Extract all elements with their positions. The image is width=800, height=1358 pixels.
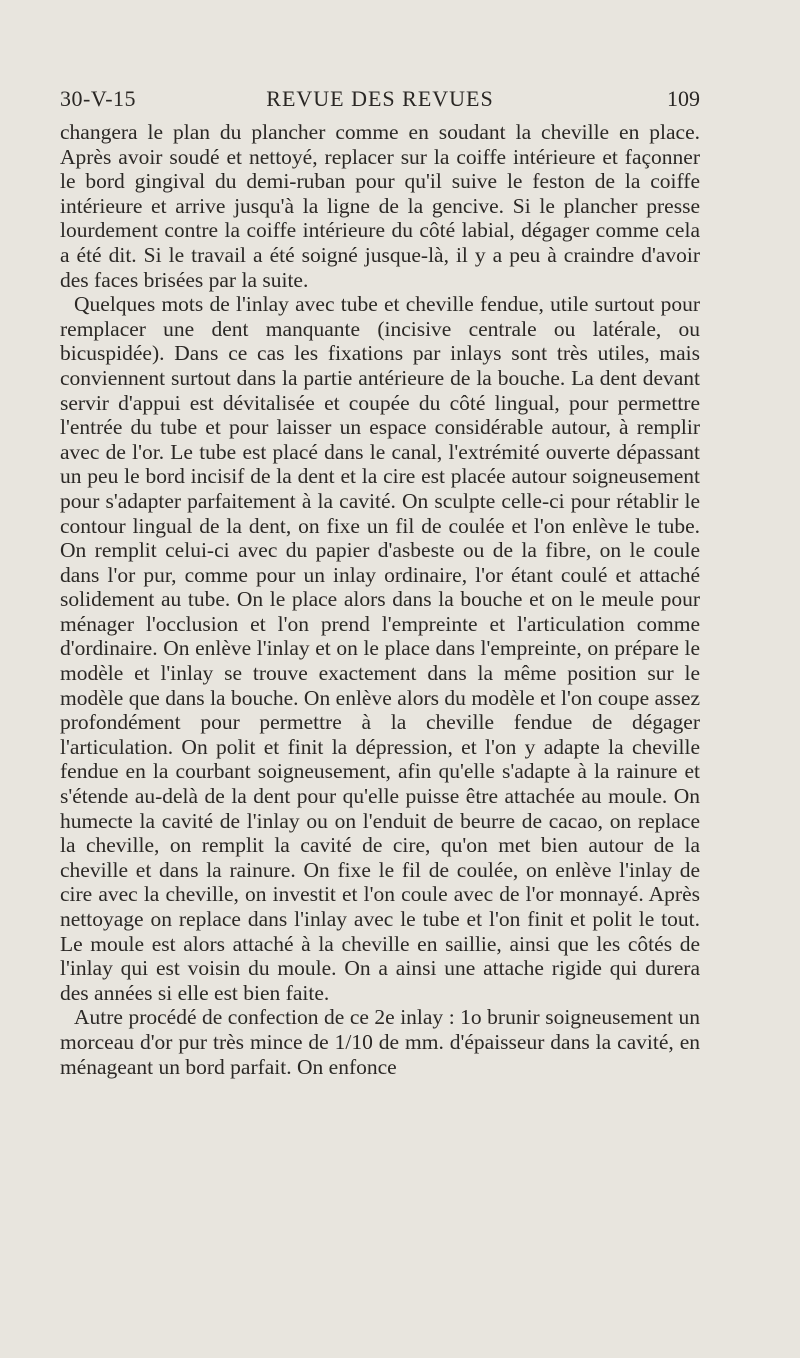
header-title: REVUE DES REVUES [266,86,494,111]
page-number: 109 [667,86,700,111]
paragraph-3: Autre procédé de confection de ce 2e inlay : 1o brunir soigneusement un morceau d'or pur très mince de 1/10 de mm. d'épaisseur dans la cavité, en ménageant un bord parfait. On enfonce [60,1005,700,1079]
paragraph-1: changera le plan du plancher comme en soudant la cheville en place. Après avoir soudé et nettoyé, replacer sur la coiffe intérieure et façonner le bord gingival du demi-ruban pour qu'il suive le feston de la coiffe intérieure et arrive jusqu'à la ligne de la gencive. Si le plancher presse lourdement contre la coiffe intérieure du côté labial, dégager comme cela a été dit. Si le travail a été soigné jusque-là, il y a peu à craindre d'avoir des faces brisées par la suite. [60,120,700,292]
header-date: 30-V-15 [60,86,137,111]
paragraph-2: Quelques mots de l'inlay avec tube et cheville fendue, utile surtout pour remplacer une dent manquante (incisive centrale ou latérale, ou bicuspidée). Dans ce cas les fixations par inlays sont très utiles, mais conviennent surtout dans la partie antérieure de la bouche. La dent devant servir d'appui est dévitalisée et coupée du côté lingual, pour permettre l'entrée du tube et pour laisser un espace considérable autour, à remplir avec de l'or. Le tube est placé dans le canal, l'extrémité ouverte dépassant un peu le bord incisif de la dent et la cire est placée autour soigneusement pour s'adapter parfaitement à la cavité. On sculpte celle-ci pour rétablir le contour lingual de la dent, on fixe un fil de coulée et l'on enlève le tube. On remplit celui-ci avec du papier d'asbeste ou de la fibre, on le coule dans l'or pur, comme pour un inlay ordinaire, l'or étant coulé et attaché solidement au tube. On le place alors dans la bouche et on le meule pour ménager l'occlusion et l'on prend l'empreinte et l'articulation comme d'ordinaire. On enlève l'inlay et on le place dans l'empreinte, on prépare le modèle et l'inlay se trouve exactement dans la même position sur le modèle que dans la bouche. On enlève alors du modèle et l'on coupe assez profondément pour permettre à la cheville fendue de dégager l'articulation. On polit et finit la dépression, et l'on y adapte la cheville fendue en la courbant soigneusement, afin qu'elle s'adapte à la rainure et s'étende au-delà de la dent pour qu'elle puisse être attachée au moule. On humecte la cavité de l'inlay ou on l'enduit de beurre de cacao, on replace la cheville, on remplit la cavité de cire, qu'on met bien autour de la cheville et dans la rainure. On fixe le fil de coulée, on enlève l'inlay de cire avec la cheville, on investit et l'on coule avec de l'or monnayé. Après nettoyage on replace dans l'inlay avec le tube et l'on finit et polit le tout. Le moule est alors attaché à la cheville en saillie, ainsi que les côtés de l'inlay qui est voisin du moule. On a ainsi une attache rigide qui durera des années si elle est bien faite. [60,292,700,1005]
body-text [60,120,700,1079]
running-header [60,86,700,116]
